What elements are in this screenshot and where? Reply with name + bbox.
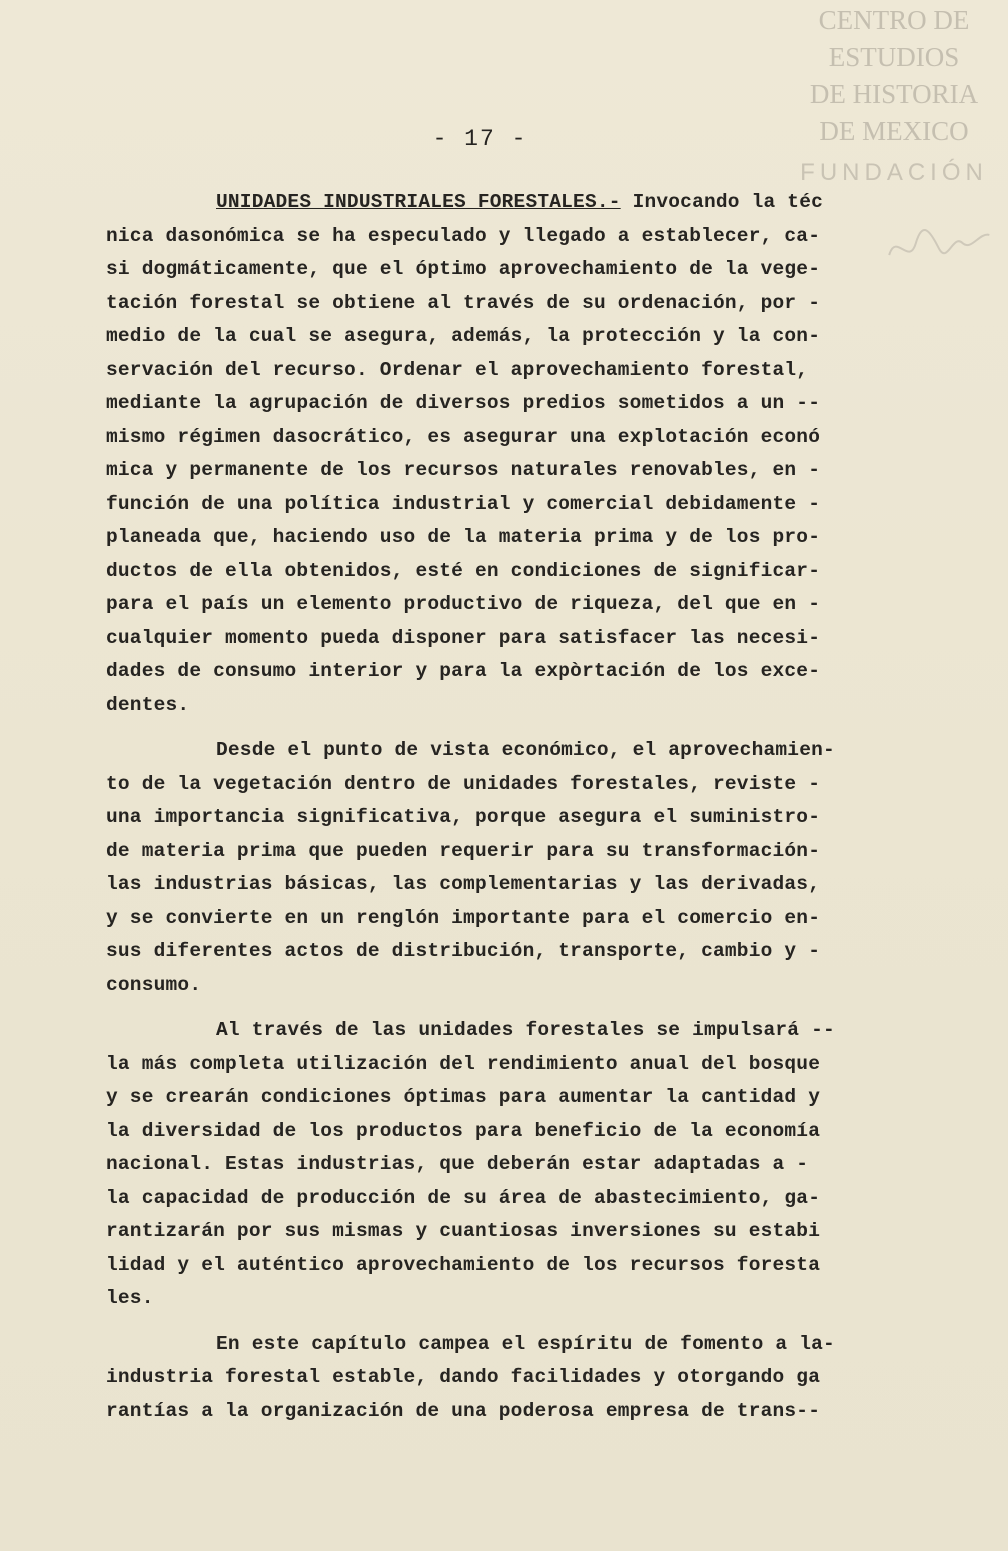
paragraph-line: para el país un elemento productivo de riqueza, del que en - <box>106 593 821 615</box>
watermark-line: CENTRO DE <box>818 5 970 35</box>
paragraph-gap <box>106 1316 950 1328</box>
paragraph-line: cualquier momento pueda disponer para satisfacer las necesi- <box>106 626 821 649</box>
paragraph-text: Invocando la téc <box>620 191 824 213</box>
paragraph-line: la más completa utilización del rendimiento anual del bosque <box>106 1052 821 1075</box>
paragraph-line: les. <box>106 1287 154 1309</box>
paragraph-line: de materia prima que pueden requerir para su transformación- <box>106 839 821 862</box>
paragraph-line: nacional. Estas industrias, que deberán estar adaptadas a - <box>106 1153 809 1175</box>
paragraph-line: sus diferentes actos de distribución, transporte, cambio y - <box>106 940 821 962</box>
paragraph-line: la diversidad de los productos para beneficio de la economía <box>106 1119 821 1142</box>
paragraph-gap <box>106 1002 950 1014</box>
watermark-line: DE MEXICO <box>819 116 969 146</box>
paragraph-line: consumo. <box>106 973 202 996</box>
paragraph-first-line <box>106 186 950 220</box>
paragraph-line: industria forestal estable, dando facilidades y otorgando ga <box>106 1366 821 1388</box>
paragraph-line: y se convierte en un renglón importante para el comercio en- <box>106 906 821 929</box>
paragraph-line: las industrias básicas, las complementarias y las derivadas, <box>106 873 821 895</box>
watermark-line: ESTUDIOS <box>828 42 960 72</box>
paragraph-line: rantías a la organización de una poderosa empresa de trans-- <box>106 1399 821 1422</box>
paragraph-line: medio de la cual se asegura, además, la protección y la con- <box>106 325 821 347</box>
paragraph-line: mediante la agrupación de diversos predios sometidos a un -- <box>106 392 821 414</box>
paragraph-line: dentes. <box>106 693 190 716</box>
paragraph-first-line: En este capítulo campea el espíritu de fomento a la- <box>216 1332 835 1355</box>
paragraph-line: una importancia significativa, porque asegura el suministro- <box>106 806 821 828</box>
institution-watermark <box>794 2 994 191</box>
paragraph-line: lidad y el auténtico aprovechamiento de los recursos foresta <box>106 1253 821 1276</box>
paragraph-line: planeada que, haciendo uso de la materia prima y de los pro- <box>106 526 821 548</box>
body-text <box>106 186 950 1428</box>
paragraph-line: servación del recurso. Ordenar el aprovechamiento forestal, <box>106 358 809 381</box>
paragraph-gap <box>106 722 950 734</box>
paragraph-line: mica y permanente de los recursos naturales renovables, en - <box>106 459 821 481</box>
watermark-foundation: FUNDACIÓN <box>800 159 988 186</box>
paragraph-first-line: Al través de las unidades forestales se impulsará -- <box>216 1019 835 1041</box>
paragraph-line: dades de consumo interior y para la expòrtación de los exce- <box>106 660 821 682</box>
paragraph-line: ductos de ella obtenidos, esté en condiciones de significar- <box>106 559 821 582</box>
paragraph-line: función de una política industrial y comercial debidamente - <box>106 492 821 515</box>
paragraph-line: la capacidad de producción de su área de abastecimiento, ga- <box>106 1186 821 1209</box>
paragraph-line: mismo régimen dasocrático, es asegurar una explotación econó <box>106 425 821 448</box>
paragraph-line: to de la vegetación dentro de unidades forestales, reviste - <box>106 772 821 795</box>
page-number: - 17 - <box>432 126 528 152</box>
paragraph-line: rantizarán por sus mismas y cuantiosas inversiones su estabi <box>106 1220 821 1242</box>
section-title: UNIDADES INDUSTRIALES FORESTALES.- <box>216 191 621 213</box>
paragraph-line: y se crearán condiciones óptimas para aumentar la cantidad y <box>106 1086 821 1108</box>
paragraph-line: nica dasonómica se ha especulado y llegado a establecer, ca- <box>106 224 821 247</box>
paragraph-line: si dogmáticamente, que el óptimo aprovechamiento de la vege- <box>106 258 821 280</box>
paragraph-line: tación forestal se obtiene al través de su ordenación, por - <box>106 291 821 314</box>
paragraph-first-line: Desde el punto de vista económico, el aprovechamien- <box>216 739 835 761</box>
watermark-line: DE HISTORIA <box>809 79 979 109</box>
